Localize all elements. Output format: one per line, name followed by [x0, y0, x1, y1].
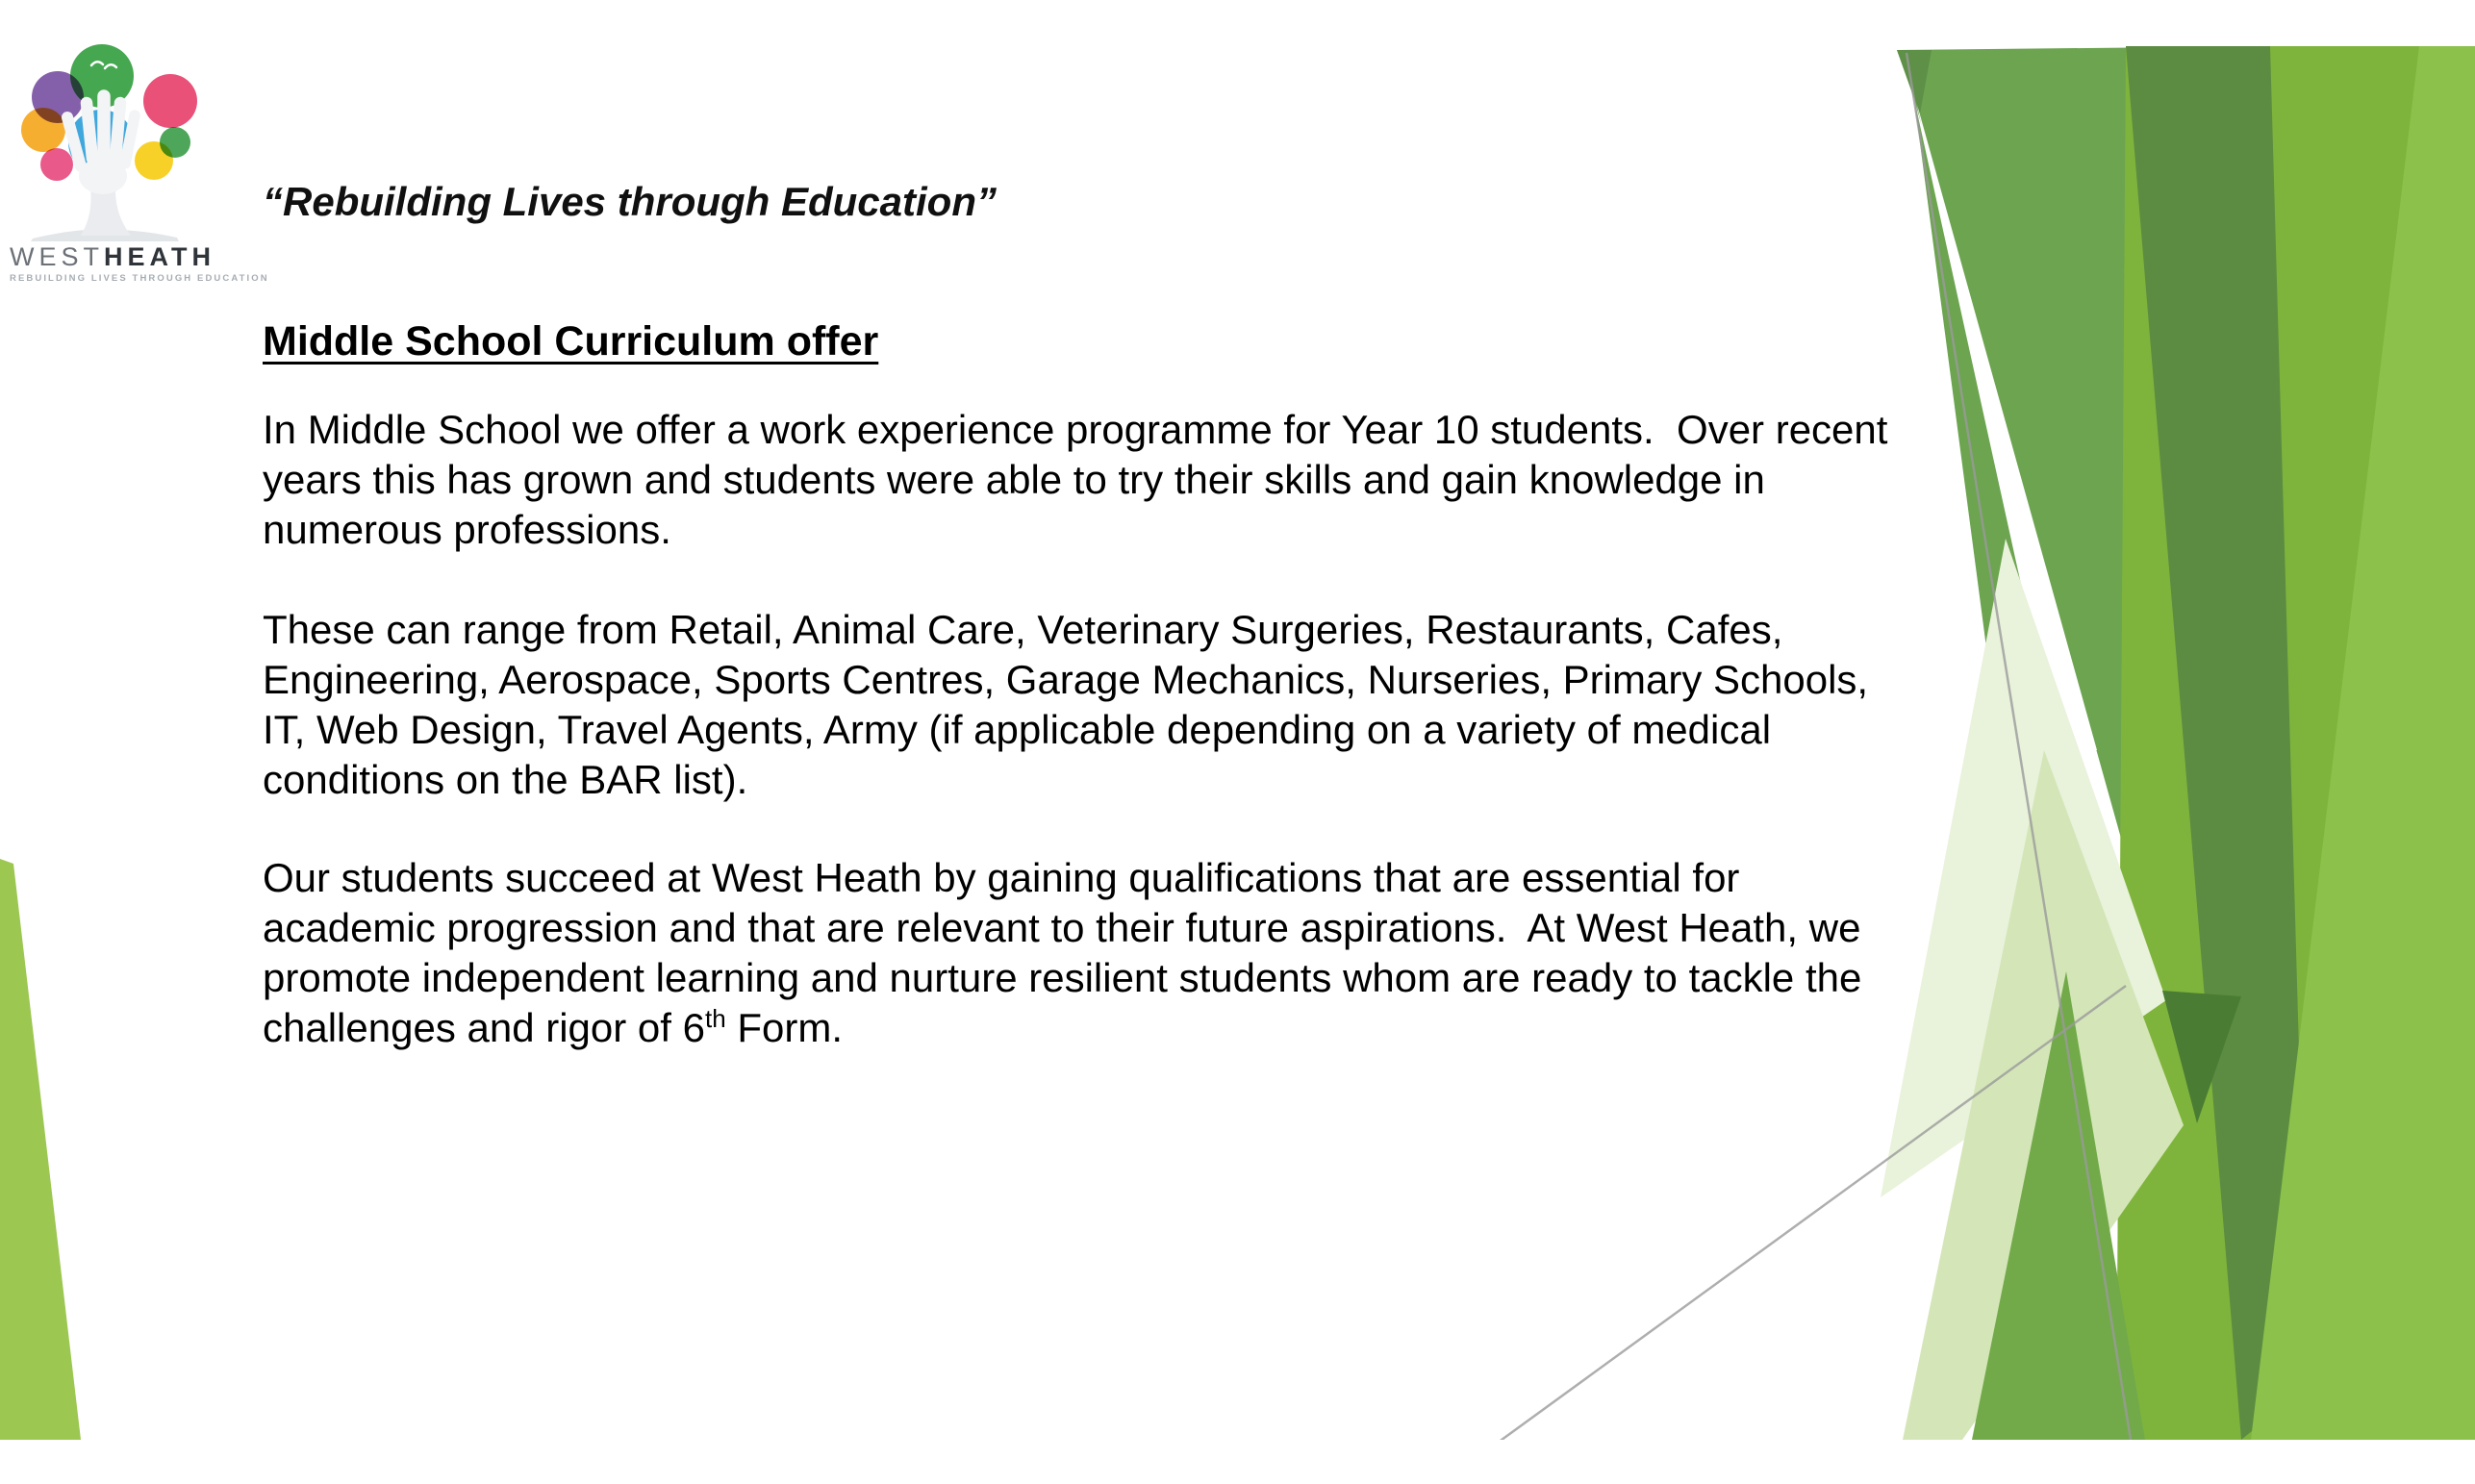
slide-heading: Middle School Curriculum offer — [263, 318, 879, 365]
logo-strapline: REBUILDING LIVES THROUGH EDUCATION — [10, 273, 269, 284]
paragraph-text: Our students succeed at West Heath by gaining qualifications that are essential for academic progression and that are relevant to their future aspirations. At West Heath, we promote independent learning and nurture resilient students whom are ready to tackle the challenges and rigor of 6 — [263, 855, 1874, 1050]
paragraph-text: Form. — [725, 1005, 843, 1050]
logo-wordmark-west: WEST — [10, 242, 104, 271]
logo-wordmark-heath: HEATH — [104, 242, 215, 271]
body-paragraph-work-experience: In Middle School we offer a work experience programme for Year 10 students. Over recent years this has grown and students were able to try their skills and gain knowledge in numerous professions. — [263, 407, 1900, 552]
body-paragraph-placement-types: These can range from Retail, Animal Care, Veterinary Surgeries, Restaurants, Cafes, Engineering, Aerospace, Sports Centres, Garage Mechanics, Nurseries, Primary Schools, IT, Web Design, Travel Agents, Army (if applicable depending on a variety of medical conditions on the BAR list). — [263, 607, 1880, 802]
school-logo — [10, 14, 269, 293]
watercolor-tree-icon — [10, 14, 212, 245]
bottom-left-wedge — [0, 859, 81, 1440]
ordinal-superscript: th — [704, 1004, 726, 1033]
logo-wordmark — [10, 242, 215, 272]
body-paragraph-qualifications — [263, 853, 1917, 1053]
slide-tagline: “Rebuilding Lives through Education” — [263, 179, 997, 224]
bottom-white-strip — [0, 1440, 2475, 1484]
